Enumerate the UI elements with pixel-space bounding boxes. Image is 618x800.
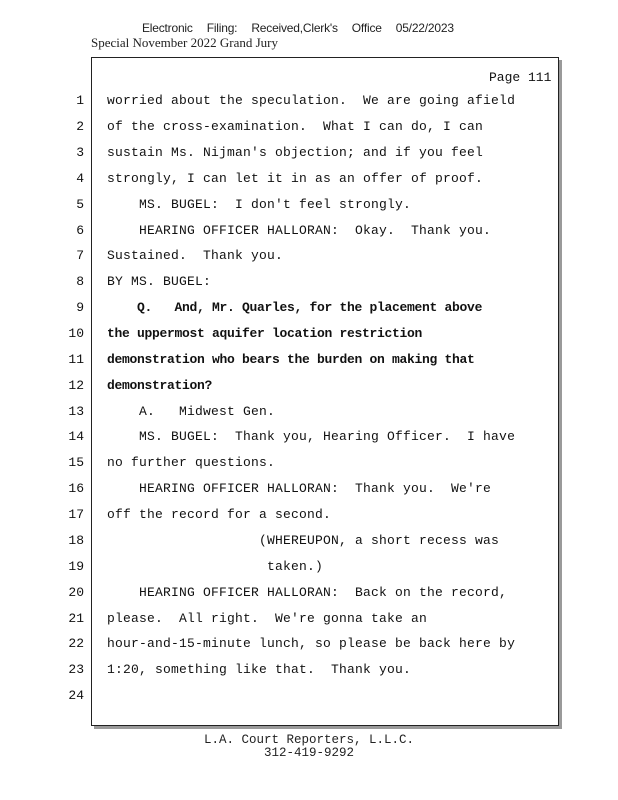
transcript-line: please. All right. We're gonna take an [107,611,428,626]
line-number: 12 [68,378,84,393]
line-number: 18 [68,533,84,548]
transcript-line: strongly, I can let it in as an offer of proof. [107,171,484,186]
line-number: 10 [68,326,84,341]
transcript-line: Sustained. Thank you. [107,248,284,263]
line-number: 16 [68,481,84,496]
line-number: 11 [68,352,84,367]
line-number: 3 [76,145,84,160]
line-number: 21 [68,611,84,626]
transcript-line: MS. BUGEL: I don't feel strongly. [107,197,412,212]
transcript-line: HEARING OFFICER HALLORAN: Okay. Thank you. [107,223,492,238]
transcript-line: 1:20, something like that. Thank you. [107,662,412,677]
transcript-line-question: the uppermost aquifer location restriction [107,326,423,341]
transcript-line: taken.) [107,559,324,574]
transcript-line: sustain Ms. Nijman's objection; and if you feel [107,145,484,160]
line-number: 6 [76,223,84,238]
footer-phone: 312-419-9292 [263,746,354,760]
stamp-date: 05/22/2023 [395,21,454,35]
line-number: 8 [76,274,84,289]
stamp-word-office: Office [351,21,382,35]
line-number: 7 [76,248,84,263]
transcript-line: MS. BUGEL: Thank you, Hearing Officer. I have [107,429,516,444]
stamp-word-electronic: Electronic [142,21,193,35]
line-number: 4 [76,171,84,186]
line-number: 15 [68,455,84,470]
transcript-line: A. Midwest Gen. [107,404,276,419]
transcript-line: BY MS. BUGEL: [107,274,212,289]
line-number: 9 [76,300,84,315]
line-number: 19 [68,559,84,574]
stamp-word-received: Received,Clerk's [251,21,338,35]
line-number: 24 [68,688,84,703]
line-number: 23 [68,662,84,677]
line-number: 13 [68,404,84,419]
line-number: 14 [68,429,84,444]
transcript-line: HEARING OFFICER HALLORAN: Back on the record, [107,585,508,600]
stamp-word-filing: Filing: [206,21,238,35]
transcript-line: HEARING OFFICER HALLORAN: Thank you. We're [107,481,492,496]
transcript-line: of the cross-examination. What I can do, I can [107,119,484,134]
filing-stamp [142,21,468,35]
transcript-line-question: demonstration who bears the burden on making that [107,352,475,367]
line-number: 20 [68,585,84,600]
line-number: 5 [76,197,84,212]
transcript-line: worried about the speculation. We are going afield [107,93,516,108]
transcript-line: off the record for a second. [107,507,332,522]
transcript-line: hour-and-15-minute lunch, so please be back here by [107,636,516,651]
footer-company: L.A. Court Reporters, L.L.C. [203,733,415,747]
line-number: 1 [76,93,84,108]
transcript-line-question: demonstration? [107,378,213,393]
document-header-title: Special November 2022 Grand Jury [91,35,279,50]
transcript-line: no further questions. [107,455,276,470]
line-number: 22 [68,636,84,651]
transcript-line-question: Q. And, Mr. Quarles, for the placement above [107,300,483,315]
line-number: 17 [68,507,84,522]
page-number: Page 111 [489,70,552,85]
line-number: 2 [76,119,84,134]
transcript-line: (WHEREUPON, a short recess was [107,533,500,548]
